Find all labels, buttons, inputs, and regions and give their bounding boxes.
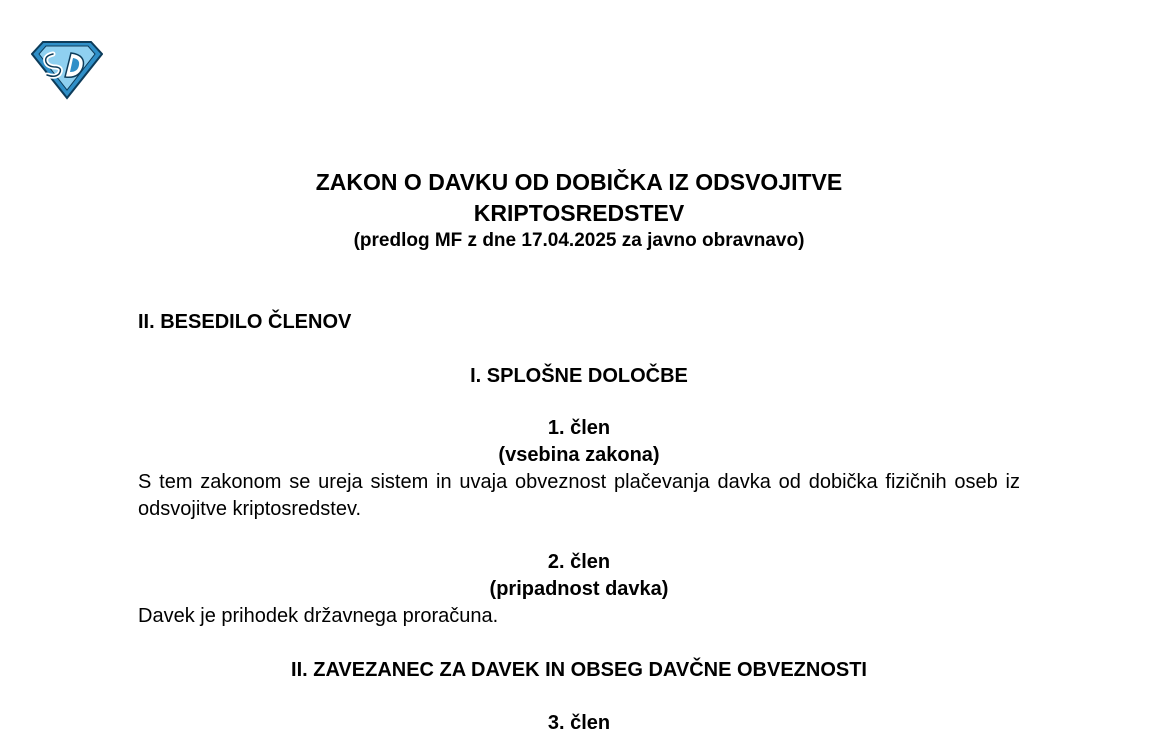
chapter-heading-1: I. SPLOŠNE DOLOČBE xyxy=(470,365,688,387)
article-3-number: 3. člen xyxy=(547,712,611,734)
chapter-heading-2: II. ZAVEZANEC ZA DAVEK IN OBSEG DAVČNE OBVEZNOSTI xyxy=(291,659,867,681)
document-title-line-1: ZAKON O DAVKU OD DOBIČKA IZ ODSVOJITVE xyxy=(315,169,843,195)
document-subtitle: (predlog MF z dne 17.04.2025 za javno obravnavo) xyxy=(353,230,805,251)
article-1-title: (vsebina zakona) xyxy=(498,444,660,466)
article-2-title: (pripadnost davka) xyxy=(489,578,669,600)
article-1-text: S tem zakonom se ureja sistem in uvaja obveznost plačevanja davka od dobička fizičnih oseb iz odsvojitve kriptosredstev. xyxy=(138,471,1020,520)
article-2-text: Davek je prihodek državnega proračuna. xyxy=(138,605,499,627)
sd-diamond-logo-icon xyxy=(31,40,103,100)
part-heading: II. BESEDILO ČLENOV xyxy=(138,311,352,333)
document-title-line-2: KRIPTOSREDSTEV xyxy=(473,200,685,226)
article-2-number: 2. člen xyxy=(547,551,611,573)
document-title xyxy=(138,167,1020,229)
article-1-number: 1. člen xyxy=(547,417,611,439)
